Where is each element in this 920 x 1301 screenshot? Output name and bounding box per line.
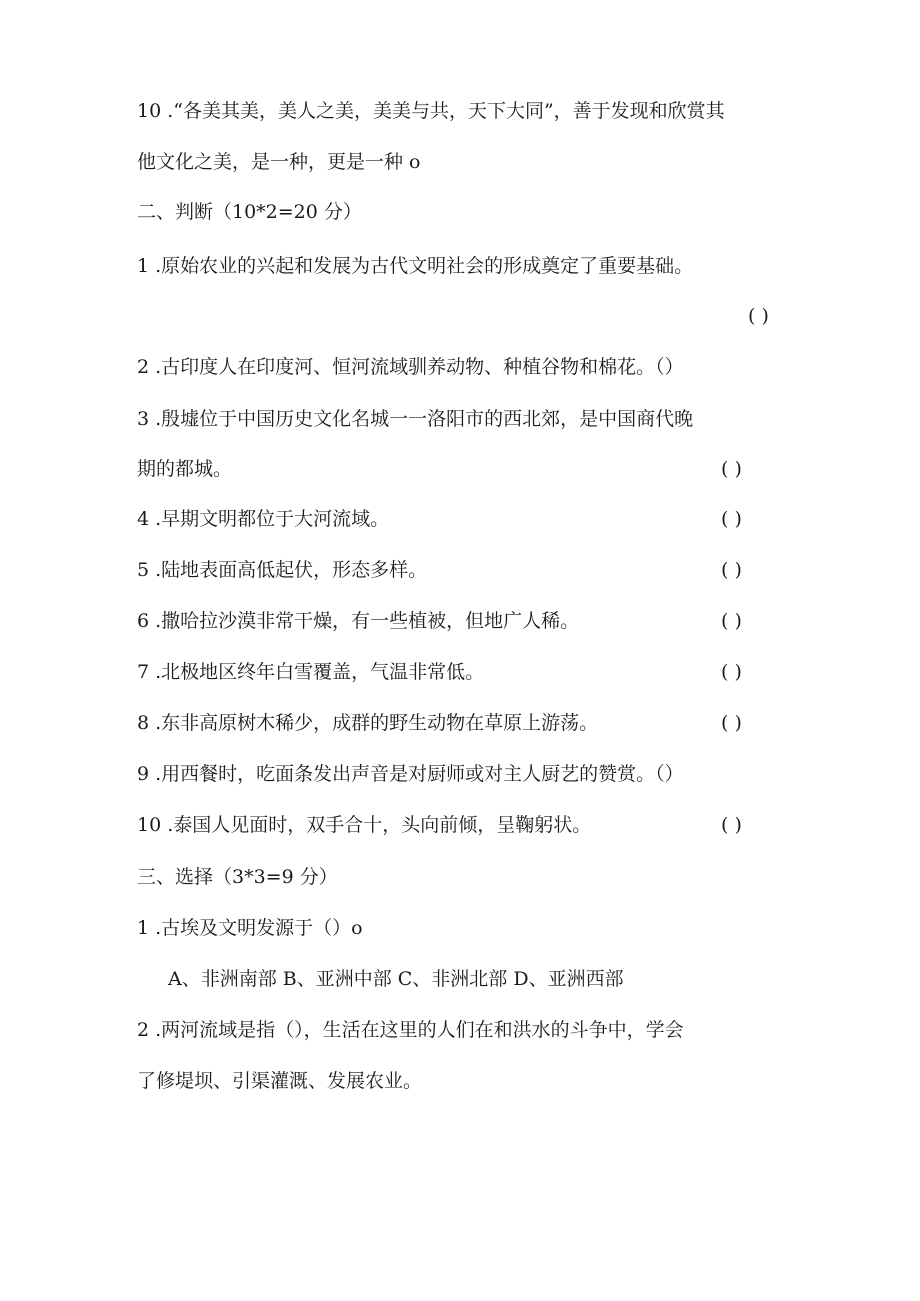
- choice-q2-line2: 了修堤坝、引渠灌溉、发展农业。: [137, 1070, 423, 1092]
- judge-q6: 6 .撒哈拉沙漠非常干燥，有一些植被，但地广人稀。: [137, 610, 580, 632]
- judge-q10: 10 .泰国人见面时，双手合十，头向前倾，呈鞠躬状。: [137, 814, 592, 836]
- judge-q4: 4 .早期文明都位于大河流域。: [137, 508, 390, 530]
- section-heading-choice: 三、选择（3*3=9 分）: [137, 866, 338, 888]
- judge-q7: 7 .北极地区终年白雪覆盖，气温非常低。: [137, 661, 485, 683]
- choice-q1-options: A、非洲南部 B、亚洲中部 C、非洲北部 D、亚洲西部: [168, 968, 624, 990]
- fill-in-q10-line1: 10 .“各美其美，美人之美，美美与共，天下大同”，善于发现和欣赏其: [137, 100, 725, 122]
- judge-q2: 2 .古印度人在印度河、恒河流域驯养动物、种植谷物和棉花。（）: [137, 356, 684, 378]
- section-heading-judge: 二、判断（10*2=20 分）: [137, 201, 362, 223]
- judge-q10-answer-bracket: ( ): [721, 814, 742, 836]
- judge-q8: 8 .东非高原树木稀少，成群的野生动物在草原上游荡。: [137, 712, 599, 734]
- choice-q2-line1: 2 .两河流域是指（），生活在这里的人们在和洪水的斗争中，学会: [137, 1019, 684, 1041]
- judge-q8-answer-bracket: ( ): [721, 712, 742, 734]
- judge-q6-answer-bracket: ( ): [721, 610, 742, 632]
- judge-q3-line1: 3 .殷墟位于中国历史文化名城一一洛阳市的西北郊，是中国商代晚: [137, 408, 694, 430]
- judge-q1-answer-bracket: ( ): [748, 305, 769, 327]
- fill-in-q10-line2: 他文化之美，是一种，更是一种 o: [137, 151, 421, 173]
- judge-q5: 5 .陆地表面高低起伏，形态多样。: [137, 559, 428, 581]
- judge-q7-answer-bracket: ( ): [721, 661, 742, 683]
- choice-q1: 1 .古埃及文明发源于（）o: [137, 917, 363, 939]
- judge-q1: 1 .原始农业的兴起和发展为古代文明社会的形成奠定了重要基础。: [137, 255, 694, 277]
- judge-q3-line2: 期的都城。: [137, 458, 233, 480]
- judge-q3-answer-bracket: ( ): [721, 458, 742, 480]
- judge-q5-answer-bracket: ( ): [721, 559, 742, 581]
- judge-q4-answer-bracket: ( ): [721, 508, 742, 530]
- judge-q9: 9 .用西餐时，吃面条发出声音是对厨师或对主人厨艺的赞赏。（）: [137, 763, 684, 785]
